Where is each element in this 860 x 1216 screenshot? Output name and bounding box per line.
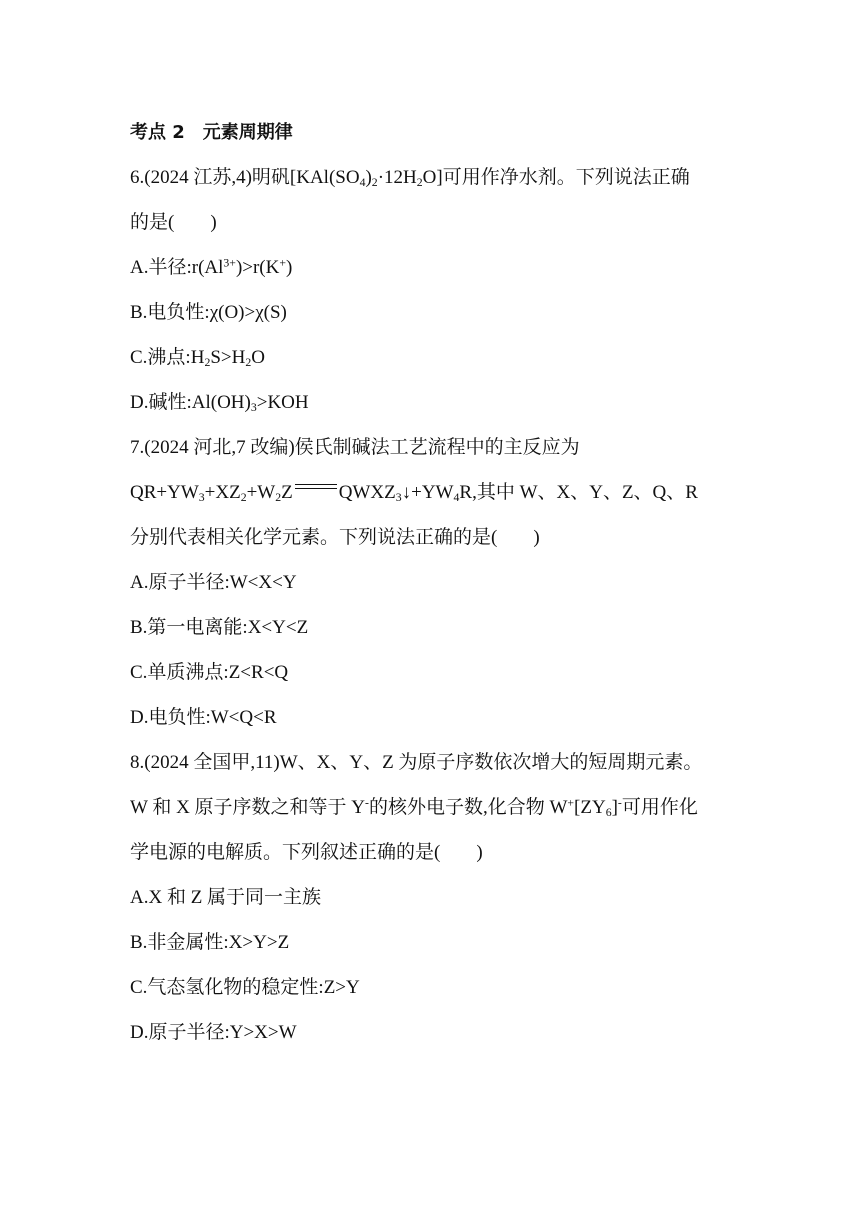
q8-option-b: B.非金属性:X>Y>Z <box>130 932 290 953</box>
q6-option-b: B.电负性:χ(O)>χ(S) <box>130 302 287 323</box>
q6-stem: 6.(2024 江苏,4)明矾$[KAl(SO_4)_2\cdot 12H_2O]$可用作净水剂。下列说法正确 <box>130 167 690 189</box>
q8-stem-line3: 学电源的电解质。下列叙述正确的是( ) <box>130 842 483 863</box>
q8-option-a: A.X 和 Z 属于同一主族 <box>130 887 322 908</box>
section-label: 考点 2 <box>130 122 185 143</box>
q8-stem-line2: W 和 X 原子序数之和等于 Y-的核外电子数,化合物 $W^+[ZY_6]^-$可用作化 <box>130 796 698 819</box>
q7-stem: 7.(2024 河北,7 改编)侯氏制碱法工艺流程中的主反应为 <box>130 437 580 458</box>
section-heading <box>130 110 740 155</box>
document-page <box>130 110 740 1055</box>
equals-sign-icon <box>293 481 339 495</box>
q7-stem-line3: 分别代表相关化学元素。下列说法正确的是( ) <box>130 527 540 548</box>
q8-option-c: C.气态氢化物的稳定性:Z>Y <box>130 977 360 998</box>
q7-equation: $QR+YW_3+XZ_2+W_2Z$ $QWXZ_3↓+YW_4R$,其中 W、X、Y、Z、Q、R <box>130 482 698 504</box>
section-title: 元素周期律 <box>202 122 293 143</box>
q6-option-d: D.碱性$:Al(OH)_3>KOH$ <box>130 392 309 414</box>
q6-stem-line2: 的是( ) <box>130 212 217 233</box>
q6-option-a: A.半径$:r(Al^{3+})>r(K^+)$ <box>130 256 293 278</box>
q8-stem: 8.(2024 全国甲,11)W、X、Y、Z 为原子序数依次增大的短周期元素。 <box>130 752 703 773</box>
q7-option-a: A.原子半径:W<X<Y <box>130 572 297 593</box>
q6-option-c: C.沸点$:H_2S>H_2O$ <box>130 347 265 369</box>
q7-option-c: C.单质沸点:Z<R<Q <box>130 662 289 683</box>
q7-option-d: D.电负性:W<Q<R <box>130 707 277 728</box>
q7-option-b: B.第一电离能:X<Y<Z <box>130 617 309 638</box>
q8-option-d: D.原子半径:Y>X>W <box>130 1022 297 1043</box>
